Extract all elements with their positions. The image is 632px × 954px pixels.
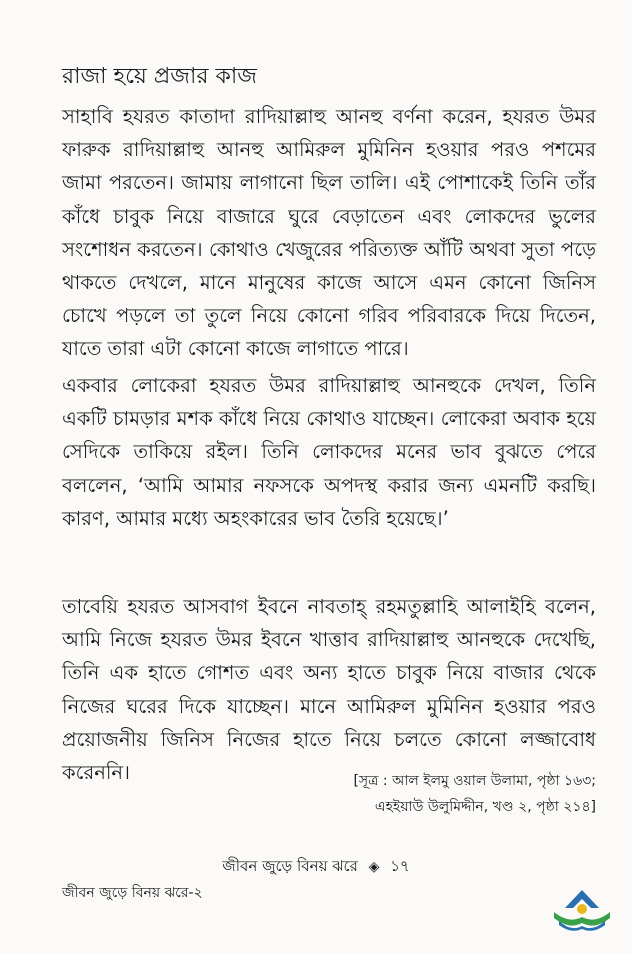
publisher-logo-icon — [551, 888, 613, 934]
paragraph-3: তাবেয়ি হযরত আসবাগ ইবনে নাবতাহ্ রহমতুল্লাহি আলাইহি বলেন, আমি নিজে হযরত উমর ইবনে খাত্তাব রাদিয়াল্লাহু আনহুকে দেখেছি, তিনি এক হাতে গোশত এবং অন্য হাতে চাবুক নিয়ে বাজার থেকে নিজের ঘরের দিকে যাচ্ছেন। মানে আমিরুল মুমিনিন হওয়ার পরও প্রয়োজনীয় জিনিস নিজের হাতে নিয়ে চলতে কোনো লজ্জাবোধ করেননি। — [62, 595, 596, 785]
paragraph-2: একবার লোকেরা হযরত উমর রাদিয়াল্লাহু আনহুকে দেখল, তিনি একটি চামড়ার মশক কাঁধে নিয়ে কোথাও যাচ্ছেন। লোকেরা অবাক হয়ে সেদিকে তাকিয়ে রইল। তিনি লোকদের মনের ভাব বুঝতে পেরে বললেন, ‘আমি আমার নফসকে অপদস্থ করার জন্য এমনটি করছি। কারণ, আমার মধ্যে অহংকারের ভাব তৈরি হয়েছে।’ — [62, 374, 596, 530]
running-footer — [0, 855, 632, 880]
book-signature: জীবন জুড়ে বিনয় ঝরে-২ — [62, 885, 203, 901]
source-citation — [353, 768, 596, 820]
source-line-1: [সূত্র : আল ইলমু ওয়াল উলামা, পৃষ্ঠা ১৬৩; — [353, 773, 596, 789]
section-title: রাজা হয়ে প্রজার কাজ — [62, 64, 257, 89]
paragraph-1: সাহাবি হযরত কাতাদা রাদিয়াল্লাহু আনহু বর্ণনা করেন, হযরত উমর ফারুক রাদিয়াল্লাহু আনহু আমিরুল মুমিনিন হওয়ার পরও পশমের জামা পরতেন। জামায় লাগানো ছিল তালি। এই পোশাকেই তিনি তাঁর কাঁধে চাবুক নিয়ে বাজারে ঘুরে বেড়াতেন এবং লোকদের ভুলের সংশোধন করতেন। কোথাও খেজুরের পরিত্যক্ত আঁটি অথবা সুতা পড়ে থাকতে দেখলে, মানে মানুষের কাজে আসে এমন কোনো জিনিস চোখে পড়লে তা তুলে নিয়ে কোনো গরিব পরিবারকে দিয়ে দিতেন, যাতে তারা এটা কোনো কাজে লাগাতে পারে। — [62, 105, 596, 361]
page-number: ১৭ — [390, 857, 410, 875]
ornament-icon: ◈ — [368, 859, 380, 875]
source-line-2: এহইয়াউ উলুমিদ্দীন, খণ্ড ২, পৃষ্ঠা ২১৪] — [374, 799, 596, 815]
running-title: জীবন জুড়ে বিনয় ঝরে — [222, 857, 358, 875]
